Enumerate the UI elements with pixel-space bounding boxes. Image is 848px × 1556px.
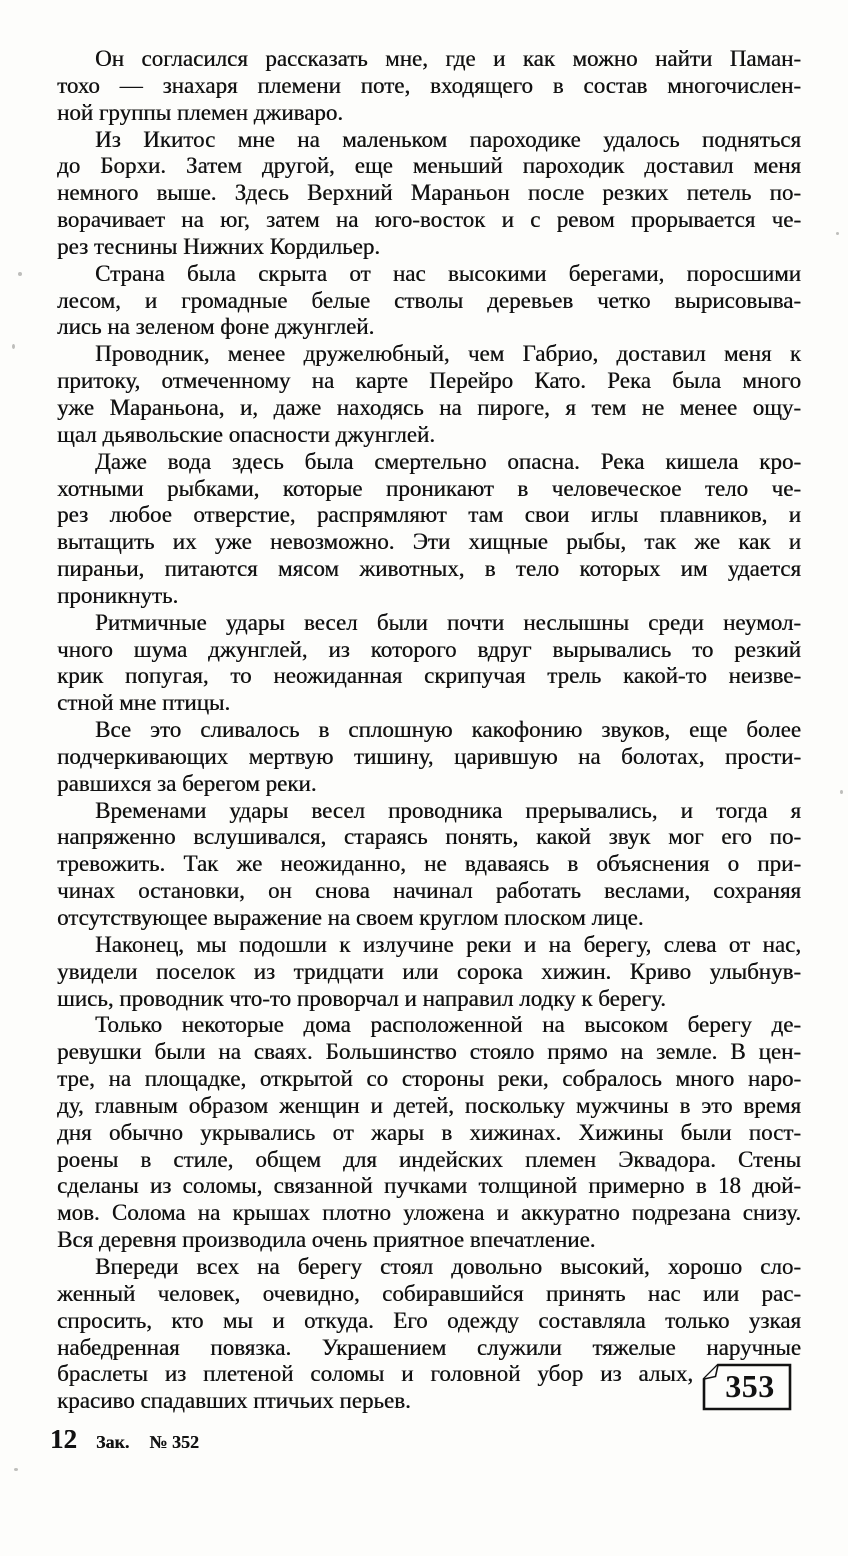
order-number: № 352 <box>149 1432 199 1452</box>
text-line: увидели поселок из тридцати или сорока хижин. Криво улыбнув- <box>57 958 801 984</box>
text-line: Временами удары весел проводника прерывались, и тогда я <box>95 797 801 823</box>
page-number-box <box>701 1362 793 1412</box>
paragraph <box>57 46 801 127</box>
scan-speck <box>840 790 843 794</box>
text-line: тре, на площадке, открытой со стороны реки, собралось много наро- <box>57 1066 801 1092</box>
text-line: ду, главным образом женщин и детей, поскольку мужчины в это время <box>57 1092 801 1118</box>
scan-speck <box>836 232 839 235</box>
text-line: Он согласился рассказать мне, где и как можно найти Паман- <box>95 46 801 71</box>
paragraph <box>57 932 801 1013</box>
text-line: браслеты из плетеной соломы и головной убор из алых, <box>57 1361 693 1387</box>
text-line: ворачивает на юг, затем на юго-восток и с ревом прорывается че- <box>57 207 801 233</box>
page-number: 353 <box>725 1368 775 1404</box>
text-line: подчеркивающих мертвую тишину, царившую на болотах, прости- <box>57 743 801 769</box>
text-line: сделаны из соломы, связанной пучками толщиной примерно в 18 дюй- <box>57 1173 801 1199</box>
text-line: тохо — знахаря племени поте, входящего в состав многочислен- <box>57 72 801 98</box>
text-line: женный человек, очевидно, собиравшийся принять нас или рас- <box>57 1280 801 1306</box>
text-line: дня обычно укрывались от жары в хижинах. Хижины были пост- <box>57 1119 801 1145</box>
text-line: Из Икитос мне на маленьком пароходике удалось подняться <box>95 126 801 152</box>
paragraph <box>57 717 801 798</box>
text-line: лись на зеленом фоне джунглей. <box>57 314 375 340</box>
text-line: немного выше. Здесь Верхний Мараньон после резких петель по- <box>57 180 801 206</box>
scan-speck <box>14 1468 18 1471</box>
text-line: ной группы племен дживаро. <box>57 99 344 125</box>
paragraph <box>57 1254 801 1415</box>
printers-imprint <box>50 1424 199 1456</box>
scan-speck <box>12 344 15 349</box>
text-line: чного шума джунглей, из которого вдруг вырывались то резкий <box>57 636 801 662</box>
paragraph <box>57 798 801 932</box>
text-line: Только некоторые дома расположенной на высоком берегу де- <box>95 1012 801 1038</box>
text-line: роены в стиле, общем для индейских племен Эквадора. Стены <box>57 1146 801 1172</box>
text-line: спросить, кто мы и откуда. Его одежду составляла только узкая <box>57 1307 801 1333</box>
text-line: вытащить их уже невозможно. Эти хищные рыбы, так же как и <box>57 529 801 555</box>
paragraph <box>57 1012 801 1254</box>
text-line: Ритмичные удары весел были почти неслышны среди неумол- <box>95 609 801 635</box>
text-line: Проводник, менее дружелюбный, чем Габрио, доставил меня к <box>95 341 801 367</box>
text-line: рез любое отверстие, распрямляют там свои иглы плавников, и <box>57 502 801 528</box>
paragraph <box>57 127 801 261</box>
zakaz-label: Зак. <box>96 1432 130 1452</box>
text-line: Впереди всех на берегу стоял довольно высокий, хорошо сло- <box>95 1253 801 1279</box>
text-line: лесом, и громадные белые стволы деревьев четко вырисовыва- <box>57 287 801 313</box>
text-line: Вся деревня производила очень приятное впечатление. <box>57 1227 596 1253</box>
paragraph <box>57 261 801 342</box>
text-line: щал дьявольские опасности джунглей. <box>57 421 435 447</box>
text-line: стной мне птицы. <box>57 690 231 716</box>
text-line: до Борхи. Затем другой, еще меньший пароходик доставил меня <box>57 153 801 179</box>
text-line: равшихся за берегом реки. <box>57 770 317 796</box>
text-line: пираньи, питаются мясом животных, в тело которых им удается <box>57 556 801 582</box>
text-block <box>57 46 801 1415</box>
paragraph <box>57 449 801 610</box>
text-line: крик попугая, то неожиданная скрипучая трель какой-то неизве- <box>57 663 801 689</box>
text-line: притоку, отмеченному на карте Перейро Като. Река была много <box>57 368 801 394</box>
scan-speck <box>18 272 22 276</box>
signature-number: 12 <box>50 1424 77 1454</box>
text-line: красиво спадавших птичьих перьев. <box>57 1388 411 1414</box>
text-line: отсутствующее выражение на своем круглом плоском лице. <box>57 905 644 930</box>
text-line: чинах остановки, он снова начинал работать веслами, сохраняя <box>57 878 801 904</box>
text-line: тревожить. Так же неожиданно, не вдаваясь в объяснения о при- <box>57 851 801 877</box>
text-line: ревушки были на сваях. Большинство стояло прямо на земле. В цен- <box>57 1039 801 1065</box>
paragraph <box>57 341 801 448</box>
text-line: Все это сливалось в сплошную какофонию звуков, еще более <box>95 717 801 743</box>
text-line: Даже вода здесь была смертельно опасна. Река кишела кро- <box>95 448 801 474</box>
text-line: рез теснины Нижних Кордильер. <box>57 233 380 259</box>
text-line: Страна была скрыта от нас высокими берегами, поросшими <box>95 260 801 286</box>
text-line: напряженно вслушивался, стараясь понять, какой звук мог его по- <box>57 824 801 850</box>
text-line: мов. Солома на крышах плотно уложена и аккуратно подрезана снизу. <box>57 1200 801 1226</box>
text-line: набедренная повязка. Украшением служили тяжелые наручные <box>57 1334 801 1360</box>
text-line: Наконец, мы подошли к излучине реки и на берегу, слева от нас, <box>95 931 801 957</box>
text-line: шись, проводник что-то проворчал и направил лодку к берегу. <box>57 985 666 1011</box>
text-line: проникнуть. <box>57 582 179 608</box>
text-line: хотными рыбками, которые проникают в человеческое тело че- <box>57 475 801 501</box>
text-line: уже Мараньона, и, даже находясь на пироге, я тем не менее ощу- <box>57 394 801 420</box>
paragraph <box>57 610 801 717</box>
